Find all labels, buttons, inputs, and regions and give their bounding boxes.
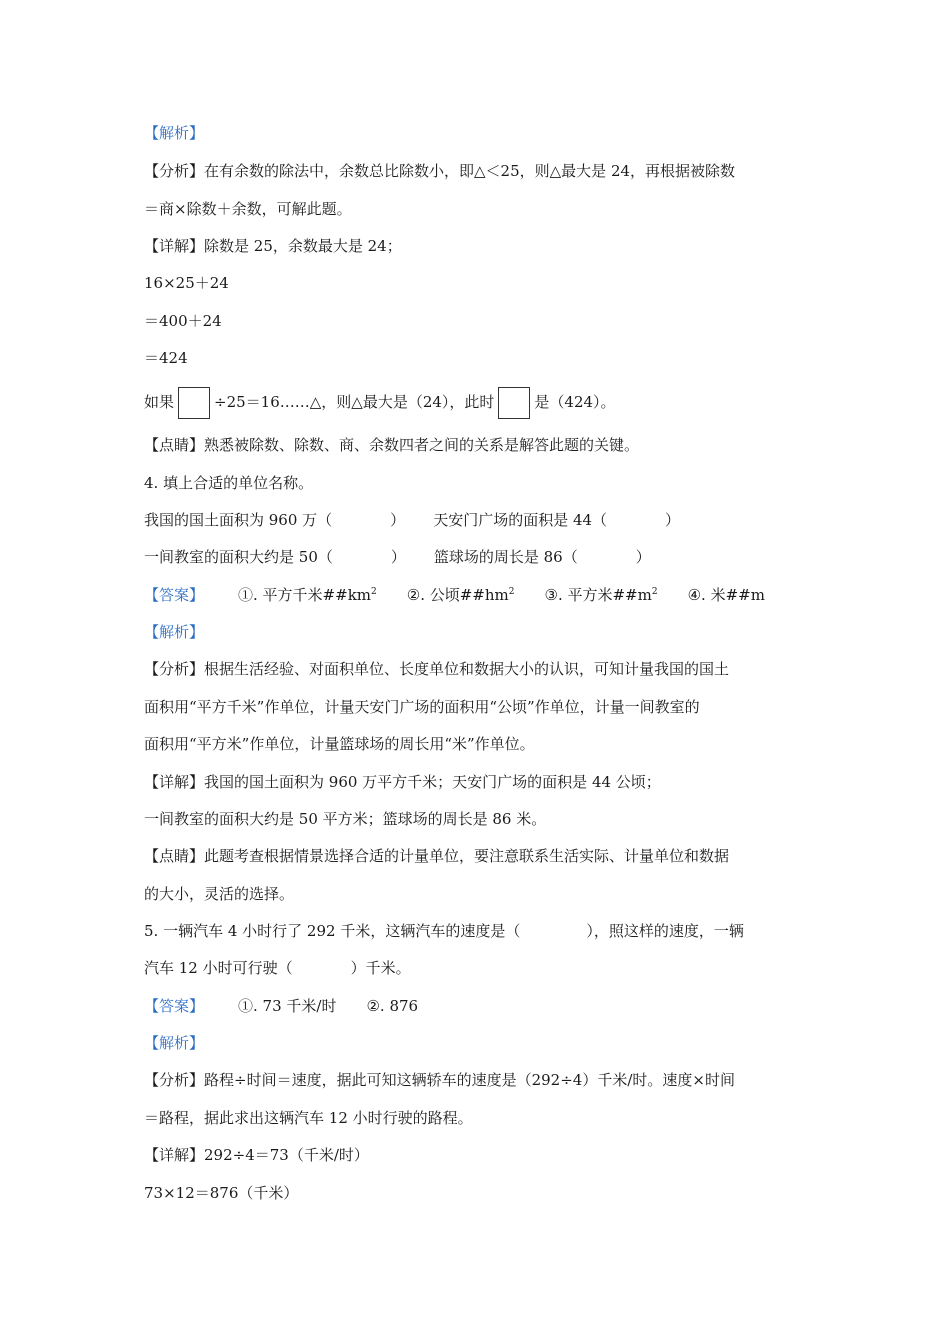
jiexi-heading: 【解析】 [144,1034,205,1052]
dianjing-text-line-2: 的大小，灵活的选择。 [144,885,295,903]
dianjing-text: 此题考查根据情景选择合适的计量单位，要注意联系生活实际、计量单位和数据 [204,847,730,865]
fenxi-tag: 【分析】 [144,660,205,678]
q4-blank-close: ） [635,548,651,566]
calc-line: ＝424 [144,349,188,367]
dianjing-tag: 【点睛】 [144,436,205,454]
q4-blank-close: ） [665,511,681,529]
answer-item: ③. 平方米##m [544,586,652,604]
jiexi-heading: 【解析】 [144,124,205,142]
q4-blank-close: ） [390,548,406,566]
ruguo-text: ÷25＝16……△，则△最大是（24），此时 [214,393,495,411]
answer-tag: 【答案】 [144,586,205,604]
q5-title-text: 5. 一辆汽车 4 小时行了 292 千米，这辆汽车的速度是（ [144,922,521,940]
q5-title-text: 汽车 12 小时可行驶（ [144,959,293,977]
ruguo-text: 是（424）。 [534,393,616,411]
answer-item: ②. 公顷##hm [406,586,509,604]
fenxi-text-line-2: ＝路程，据此求出这辆汽车 12 小时行驶的路程。 [144,1109,473,1127]
fenxi-line [144,658,729,680]
answer-item: ②. 876 [366,997,419,1015]
xiangjie-text: 我国的国土面积为 960 万平方千米；天安门广场的面积是 44 公顷； [204,773,661,791]
q4-row-2 [144,546,651,568]
ruguo-line [144,384,616,420]
xiangjie-text: 除数是 25，余数最大是 24； [204,237,402,255]
calc-line: 16×25＋24 [144,274,229,292]
superscript: 2 [371,587,377,597]
q4-blank-text: 一间教室的面积大约是 50（ [144,548,333,566]
fenxi-line [144,160,735,182]
fenxi-text-line-2: 面积用“平方千米”作单位，计量天安门广场的面积用“公顷”作单位，计量一间教室的 [144,698,700,716]
fenxi-text-line-3: 面积用“平方米”作单位，计量篮球场的周长用“米”作单位。 [144,735,535,753]
fenxi-text: 在有余数的除法中，余数总比除数小，即△＜25，则△最大是 24，再根据被除数 [204,162,736,180]
blank-box [178,387,210,419]
superscript: 2 [508,587,515,597]
answer-item: ①. 73 千米/时 [238,997,337,1015]
q4-blank-text: 天安门广场的面积是 44（ [433,511,608,529]
dianjing-line [144,845,729,867]
calc-line: ＝400＋24 [144,312,222,330]
q4-answer-line [144,584,765,606]
dianjing-text: 熟悉被除数、除数、商、余数四者之间的关系是解答此题的关键。 [204,436,640,454]
jiexi-heading: 【解析】 [144,623,205,641]
xiangjie-tag: 【详解】 [144,237,205,255]
dianjing-tag: 【点睛】 [144,847,205,865]
q5-title-text: ），照这样的速度，一辆 [586,922,744,940]
blank-box [498,387,530,419]
fenxi-tag: 【分析】 [144,1071,205,1089]
q5-answer-line [144,995,418,1017]
q4-row-1 [144,509,680,531]
ruguo-text: 如果 [144,393,175,411]
dianjing-line [144,434,639,456]
xiangjie-line [144,1144,369,1166]
fenxi-text: 根据生活经验、对面积单位、长度单位和数据大小的认识，可知计量我国的国土 [204,660,730,678]
answer-item: ④. 米##m [687,586,765,604]
xiangjie-tag: 【详解】 [144,1146,205,1164]
calc-line: 73×12＝876（千米） [144,1184,299,1202]
xiangjie-text: 292÷4＝73（千米/时） [204,1146,369,1164]
fenxi-tag: 【分析】 [144,162,205,180]
answer-tag: 【答案】 [144,997,205,1015]
q4-blank-text: 我国的国土面积为 960 万（ [144,511,333,529]
question-5-title-line-2 [144,957,411,979]
fenxi-text: 路程÷时间＝速度，据此可知这辆轿车的速度是（292÷4）千米/时。速度×时间 [204,1071,735,1089]
xiangjie-line [144,235,402,257]
fenxi-text-line-2: ＝商×除数＋余数，可解此题。 [144,200,352,218]
xiangjie-tag: 【详解】 [144,773,205,791]
xiangjie-text-line-2: 一间教室的面积大约是 50 平方米；篮球场的周长是 86 米。 [144,810,547,828]
superscript: 2 [651,587,658,597]
fenxi-line [144,1069,735,1091]
q4-blank-close: ） [390,511,406,529]
q5-title-text: ）千米。 [350,959,411,977]
q4-blank-text: 篮球场的周长是 86（ [433,548,578,566]
question-4-title: 4. 填上合适的单位名称。 [144,474,314,492]
xiangjie-line [144,771,661,793]
answer-item: ①. 平方千米##km [238,586,372,604]
question-5-title [144,920,744,942]
